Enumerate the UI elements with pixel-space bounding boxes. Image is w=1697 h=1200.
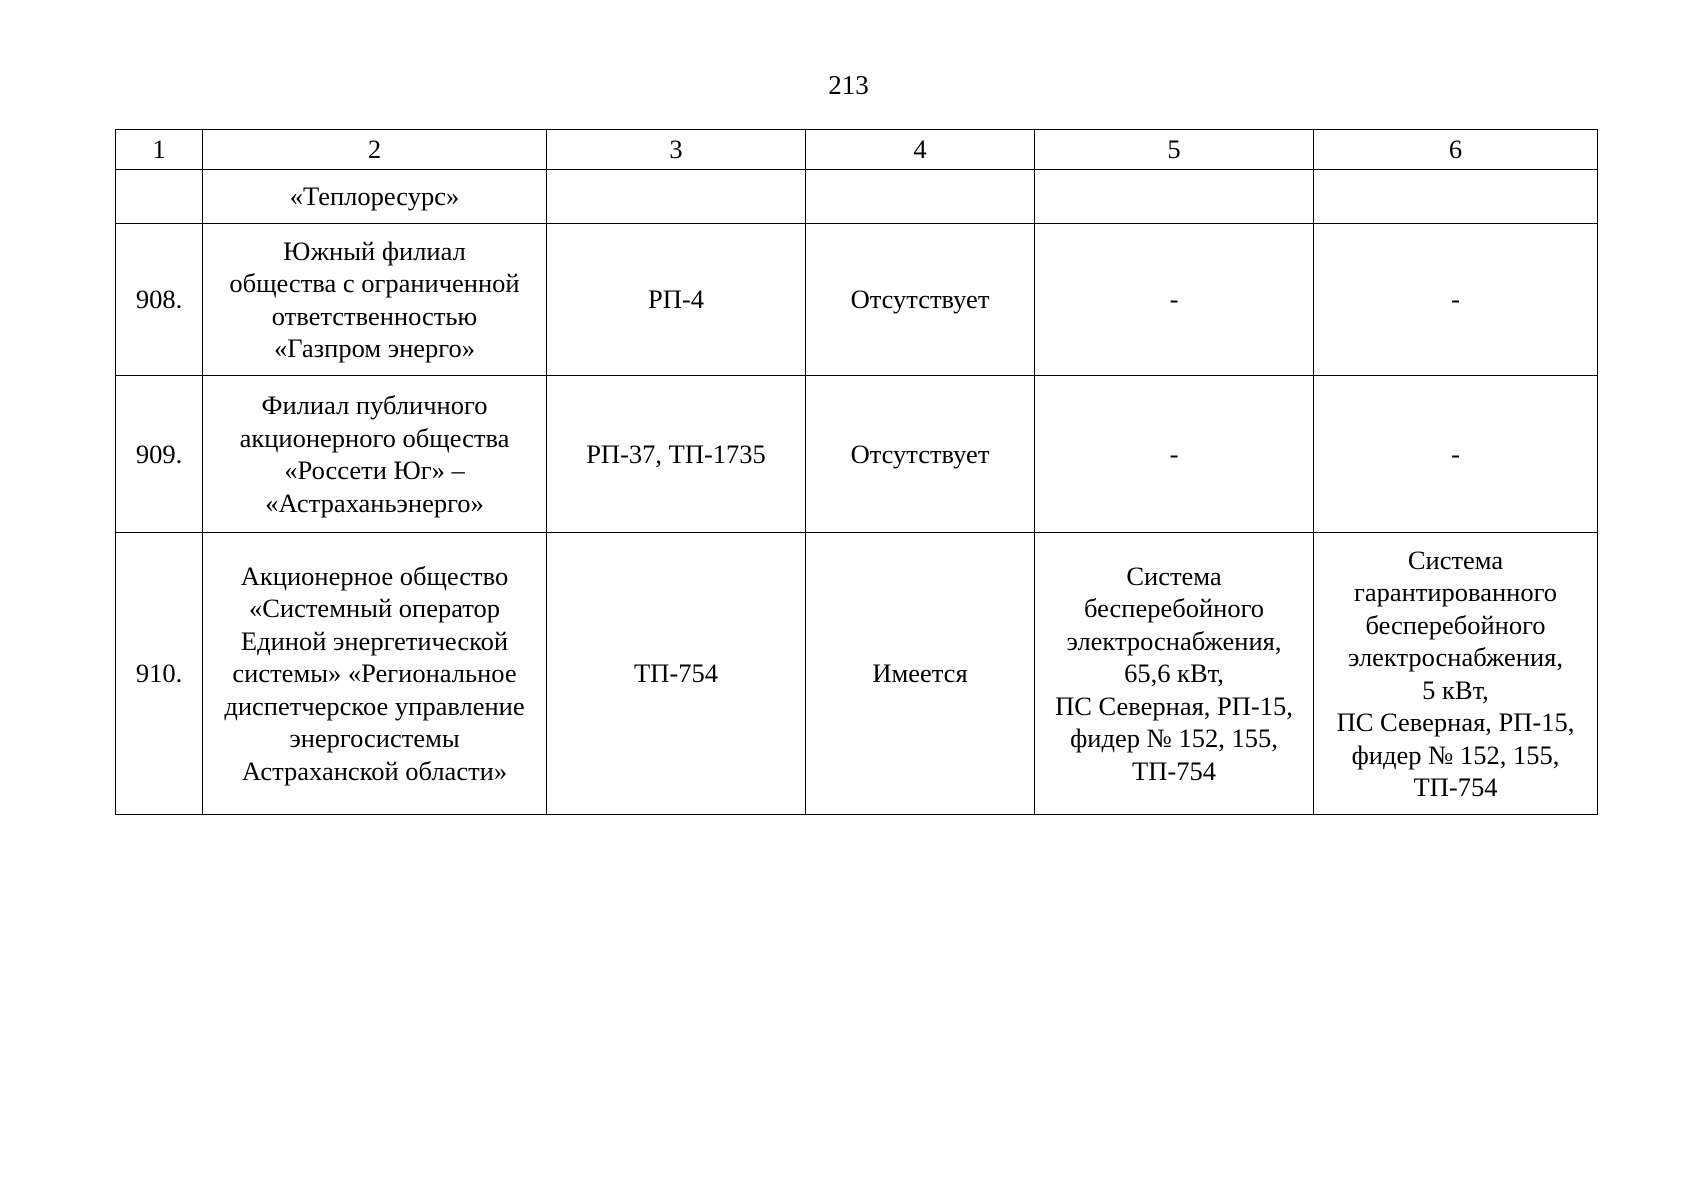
availability-cell: Имеется xyxy=(806,533,1035,815)
column-6-cell: - xyxy=(1314,224,1598,376)
data-table xyxy=(115,129,1598,815)
column-6-cell: - xyxy=(1314,376,1598,533)
row-number-cell: 910. xyxy=(116,533,203,815)
column-5-cell: - xyxy=(1035,376,1314,533)
column-header: 2 xyxy=(203,130,547,170)
column-header: 6 xyxy=(1314,130,1598,170)
column-header: 4 xyxy=(806,130,1035,170)
table-row xyxy=(116,224,1598,376)
column-5-cell xyxy=(1035,170,1314,224)
table-row xyxy=(116,533,1598,815)
column-5-cell: Система бесперебойного электроснабжения, 65,6 кВт, ПС Северная, РП-15, фидер № 152, 155, ТП-754 xyxy=(1035,533,1314,815)
substation-cell: РП-4 xyxy=(547,224,806,376)
organization-name-cell: Акционерное общество «Системный оператор Единой энергетической системы» «Региональное диспетчерское управление энергосистемы Астраханской области» xyxy=(203,533,547,815)
substation-cell: ТП-754 xyxy=(547,533,806,815)
column-header: 3 xyxy=(547,130,806,170)
availability-cell xyxy=(806,170,1035,224)
substation-cell: РП-37, ТП-1735 xyxy=(547,376,806,533)
substation-cell xyxy=(547,170,806,224)
table-row xyxy=(116,376,1598,533)
column-5-cell: - xyxy=(1035,224,1314,376)
column-header: 5 xyxy=(1035,130,1314,170)
column-header: 1 xyxy=(116,130,203,170)
availability-cell: Отсутствует xyxy=(806,376,1035,533)
page-number: 213 xyxy=(828,70,869,100)
row-number-cell: 909. xyxy=(116,376,203,533)
table-row xyxy=(116,170,1598,224)
column-6-cell: Система гарантированного бесперебойного электроснабжения, 5 кВт, ПС Северная, РП-15, фидер № 152, 155, ТП-754 xyxy=(1314,533,1598,815)
availability-cell: Отсутствует xyxy=(806,224,1035,376)
organization-name-cell: Филиал публичного акционерного общества «Россети Юг» – «Астраханьэнерго» xyxy=(203,376,547,533)
column-6-cell xyxy=(1314,170,1598,224)
organization-name-cell: Южный филиал общества с ограниченной ответственностью «Газпром энерго» xyxy=(203,224,547,376)
table-header-row xyxy=(116,130,1598,170)
row-number-cell xyxy=(116,170,203,224)
organization-name-cell: «Теплоресурс» xyxy=(203,170,547,224)
row-number-cell: 908. xyxy=(116,224,203,376)
